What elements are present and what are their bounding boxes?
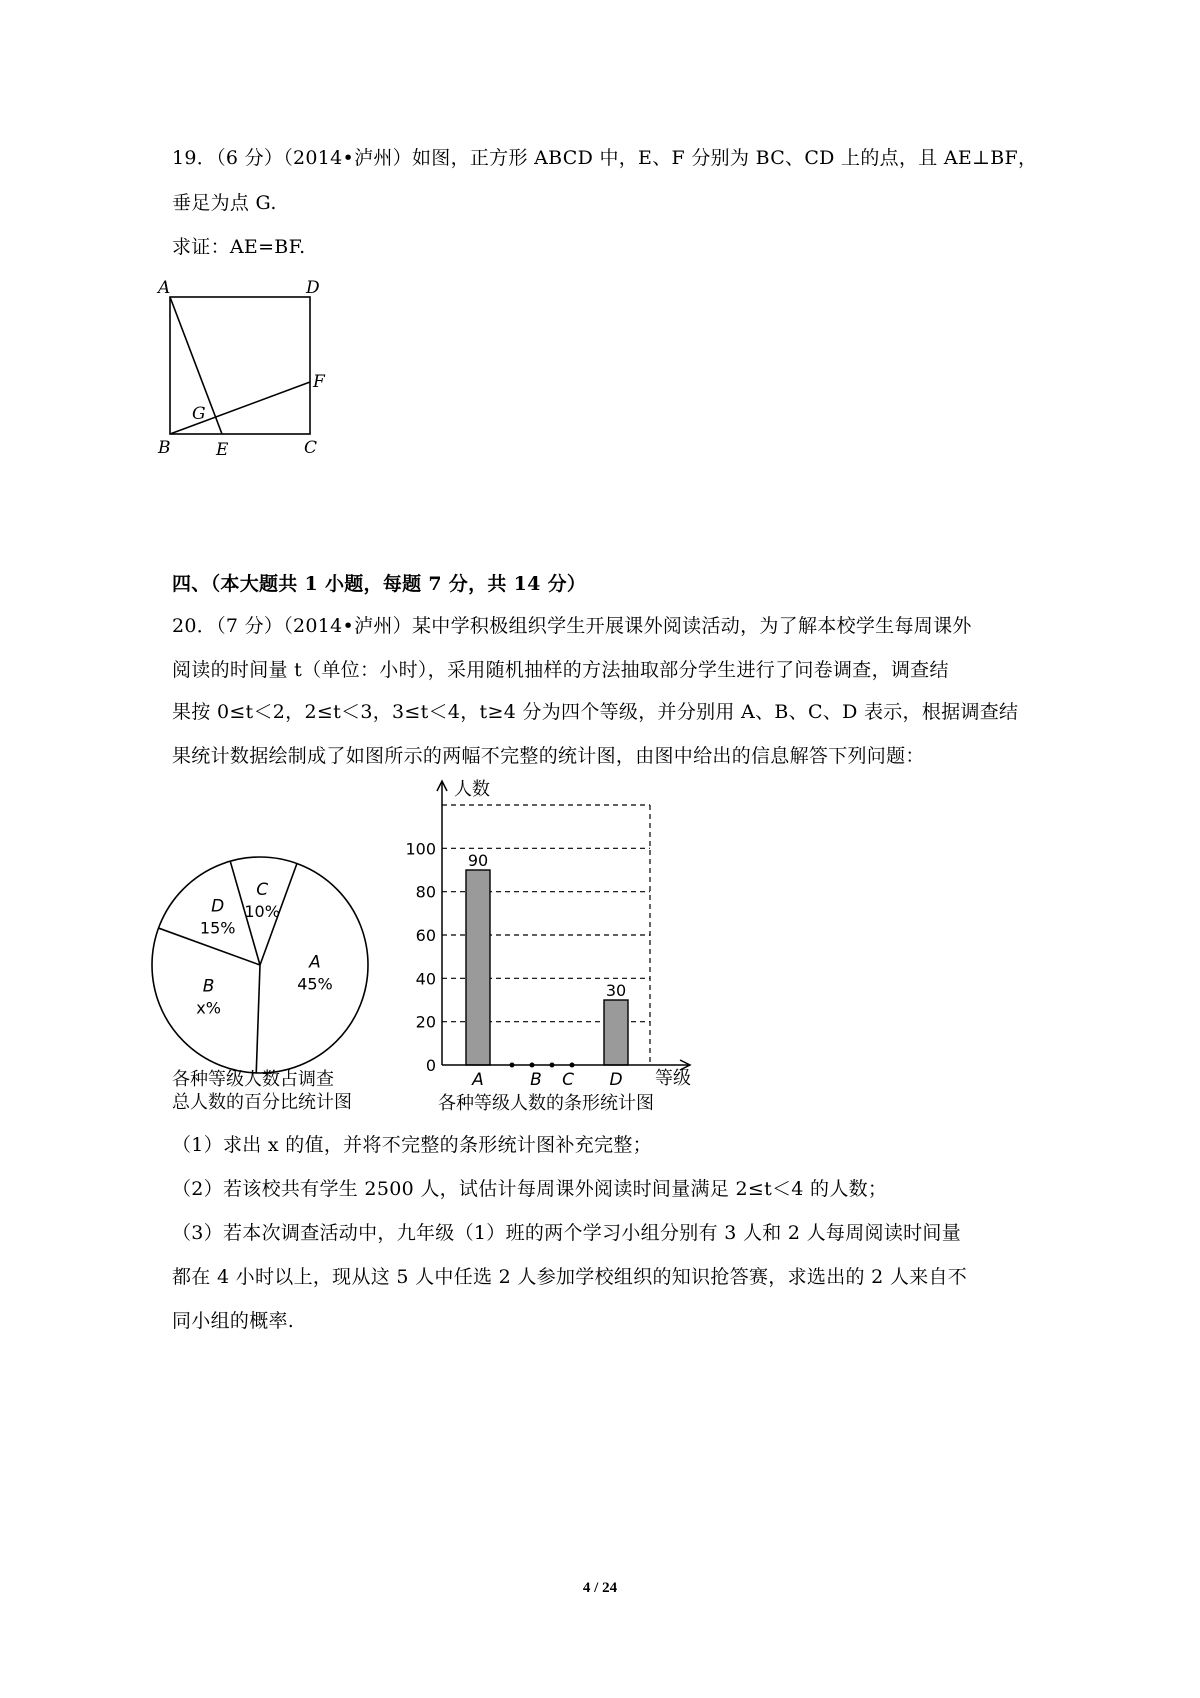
q20-line4: 果统计数据绘制成了如图所示的两幅不完整的统计图，由图中给出的信息解答下列问题： <box>172 745 925 767</box>
q20-sub3b: 都在 4 小时以上，现从这 5 人中任选 2 人参加学校组织的知识抢答赛，求选出的 2 人来自不 <box>172 1266 968 1288</box>
q20-sub3a: （3）若本次调查活动中，九年级（1）班的两个学习小组分别有 3 人和 2 人每周阅读时间量 <box>172 1222 962 1244</box>
square-figure <box>150 275 370 475</box>
bar-rect <box>466 870 490 1065</box>
bar-category-label: A <box>472 1070 484 1090</box>
pie-slice-label: B <box>202 976 215 997</box>
label-c: C <box>304 438 318 458</box>
label-d: D <box>306 278 320 298</box>
bar-data-label: 90 <box>467 851 489 870</box>
pie-chart <box>150 840 410 1120</box>
pie-slice-label: D <box>211 896 225 917</box>
page-number: 4 / 24 <box>582 1580 618 1596</box>
label-f: F <box>313 372 325 392</box>
bar-category-label: D <box>609 1070 623 1090</box>
q20-line1: 20．（7 分）（2014•泸州）某中学积极组织学生开展课外阅读活动，为了解本校学生每周课外 <box>172 615 972 637</box>
bar-axis-dot <box>530 1063 535 1068</box>
bar-ytick-label: 100 <box>405 839 436 859</box>
pie-slice-value: 15% <box>199 918 236 938</box>
label-e: E <box>216 440 229 460</box>
segment-bf <box>170 382 310 434</box>
label-a: A <box>158 278 171 298</box>
q20-sub3c: 同小组的概率. <box>172 1310 295 1332</box>
label-b: B <box>158 438 171 458</box>
pie-slice-label: A <box>309 952 321 973</box>
q20-line3: 果按 0≤t＜2，2≤t＜3，3≤t＜4，t≥4 分为四个等级，并分别用 A、B、C、D 表示，根据调查结 <box>172 701 1019 723</box>
q19-line2: 垂足为点 G. <box>172 192 277 214</box>
pie-caption-line1: 各种等级人数占调查 <box>172 1069 334 1090</box>
pie-caption-line2: 总人数的百分比统计图 <box>172 1092 352 1113</box>
bar-rect <box>604 1000 628 1065</box>
pie-slice-value: 45% <box>297 974 333 994</box>
bar-axis-dot <box>550 1063 555 1068</box>
bar-category-label: C <box>562 1070 574 1090</box>
pie-slice-value: x% <box>196 998 221 1018</box>
bar-ytick-label: 40 <box>415 969 436 989</box>
bar-xlabel: 等级 <box>655 1068 691 1089</box>
bar-axis-dot <box>570 1063 575 1068</box>
bar-category-label: B <box>530 1070 542 1090</box>
bar-caption: 各种等级人数的条形统计图 <box>438 1093 654 1114</box>
q20-sub2: （2）若该校共有学生 2500 人，试估计每周课外阅读时间量满足 2≤t＜4 的人数； <box>172 1178 888 1200</box>
square-abcd <box>170 297 310 434</box>
bar-ytick-label: 0 <box>425 1056 436 1075</box>
label-g: G <box>192 404 206 424</box>
pie-slice-value: 10% <box>244 902 280 922</box>
bar-chart <box>405 775 710 1125</box>
q19-line1: 19．（6 分）（2014•泸州）如图，正方形 ABCD 中，E、F 分别为 BC、CD 上的点，且 AE⊥BF， <box>172 147 1038 169</box>
bar-data-label: 30 <box>605 981 627 1000</box>
bar-ytick-label: 20 <box>415 1012 436 1032</box>
q20-line2: 阅读的时间量 t（单位：小时），采用随机抽样的方法抽取部分学生进行了问卷调查，调查结 <box>172 659 949 681</box>
q19-line3: 求证：AE=BF. <box>172 236 306 258</box>
pie-slice-label: C <box>256 880 269 901</box>
q20-sub1: （1）求出 x 的值，并将不完整的条形统计图补充完整； <box>172 1134 652 1156</box>
bar-ytick-label: 80 <box>415 882 436 902</box>
bar-ylabel: 人数 <box>454 779 490 800</box>
bar-ytick-label: 60 <box>415 926 436 945</box>
pie-slice-boundary <box>256 965 260 1073</box>
section4-heading: 四、（本大题共 1 小题，每题 7 分，共 14 分） <box>172 573 587 595</box>
bar-axis-dot <box>510 1063 515 1068</box>
